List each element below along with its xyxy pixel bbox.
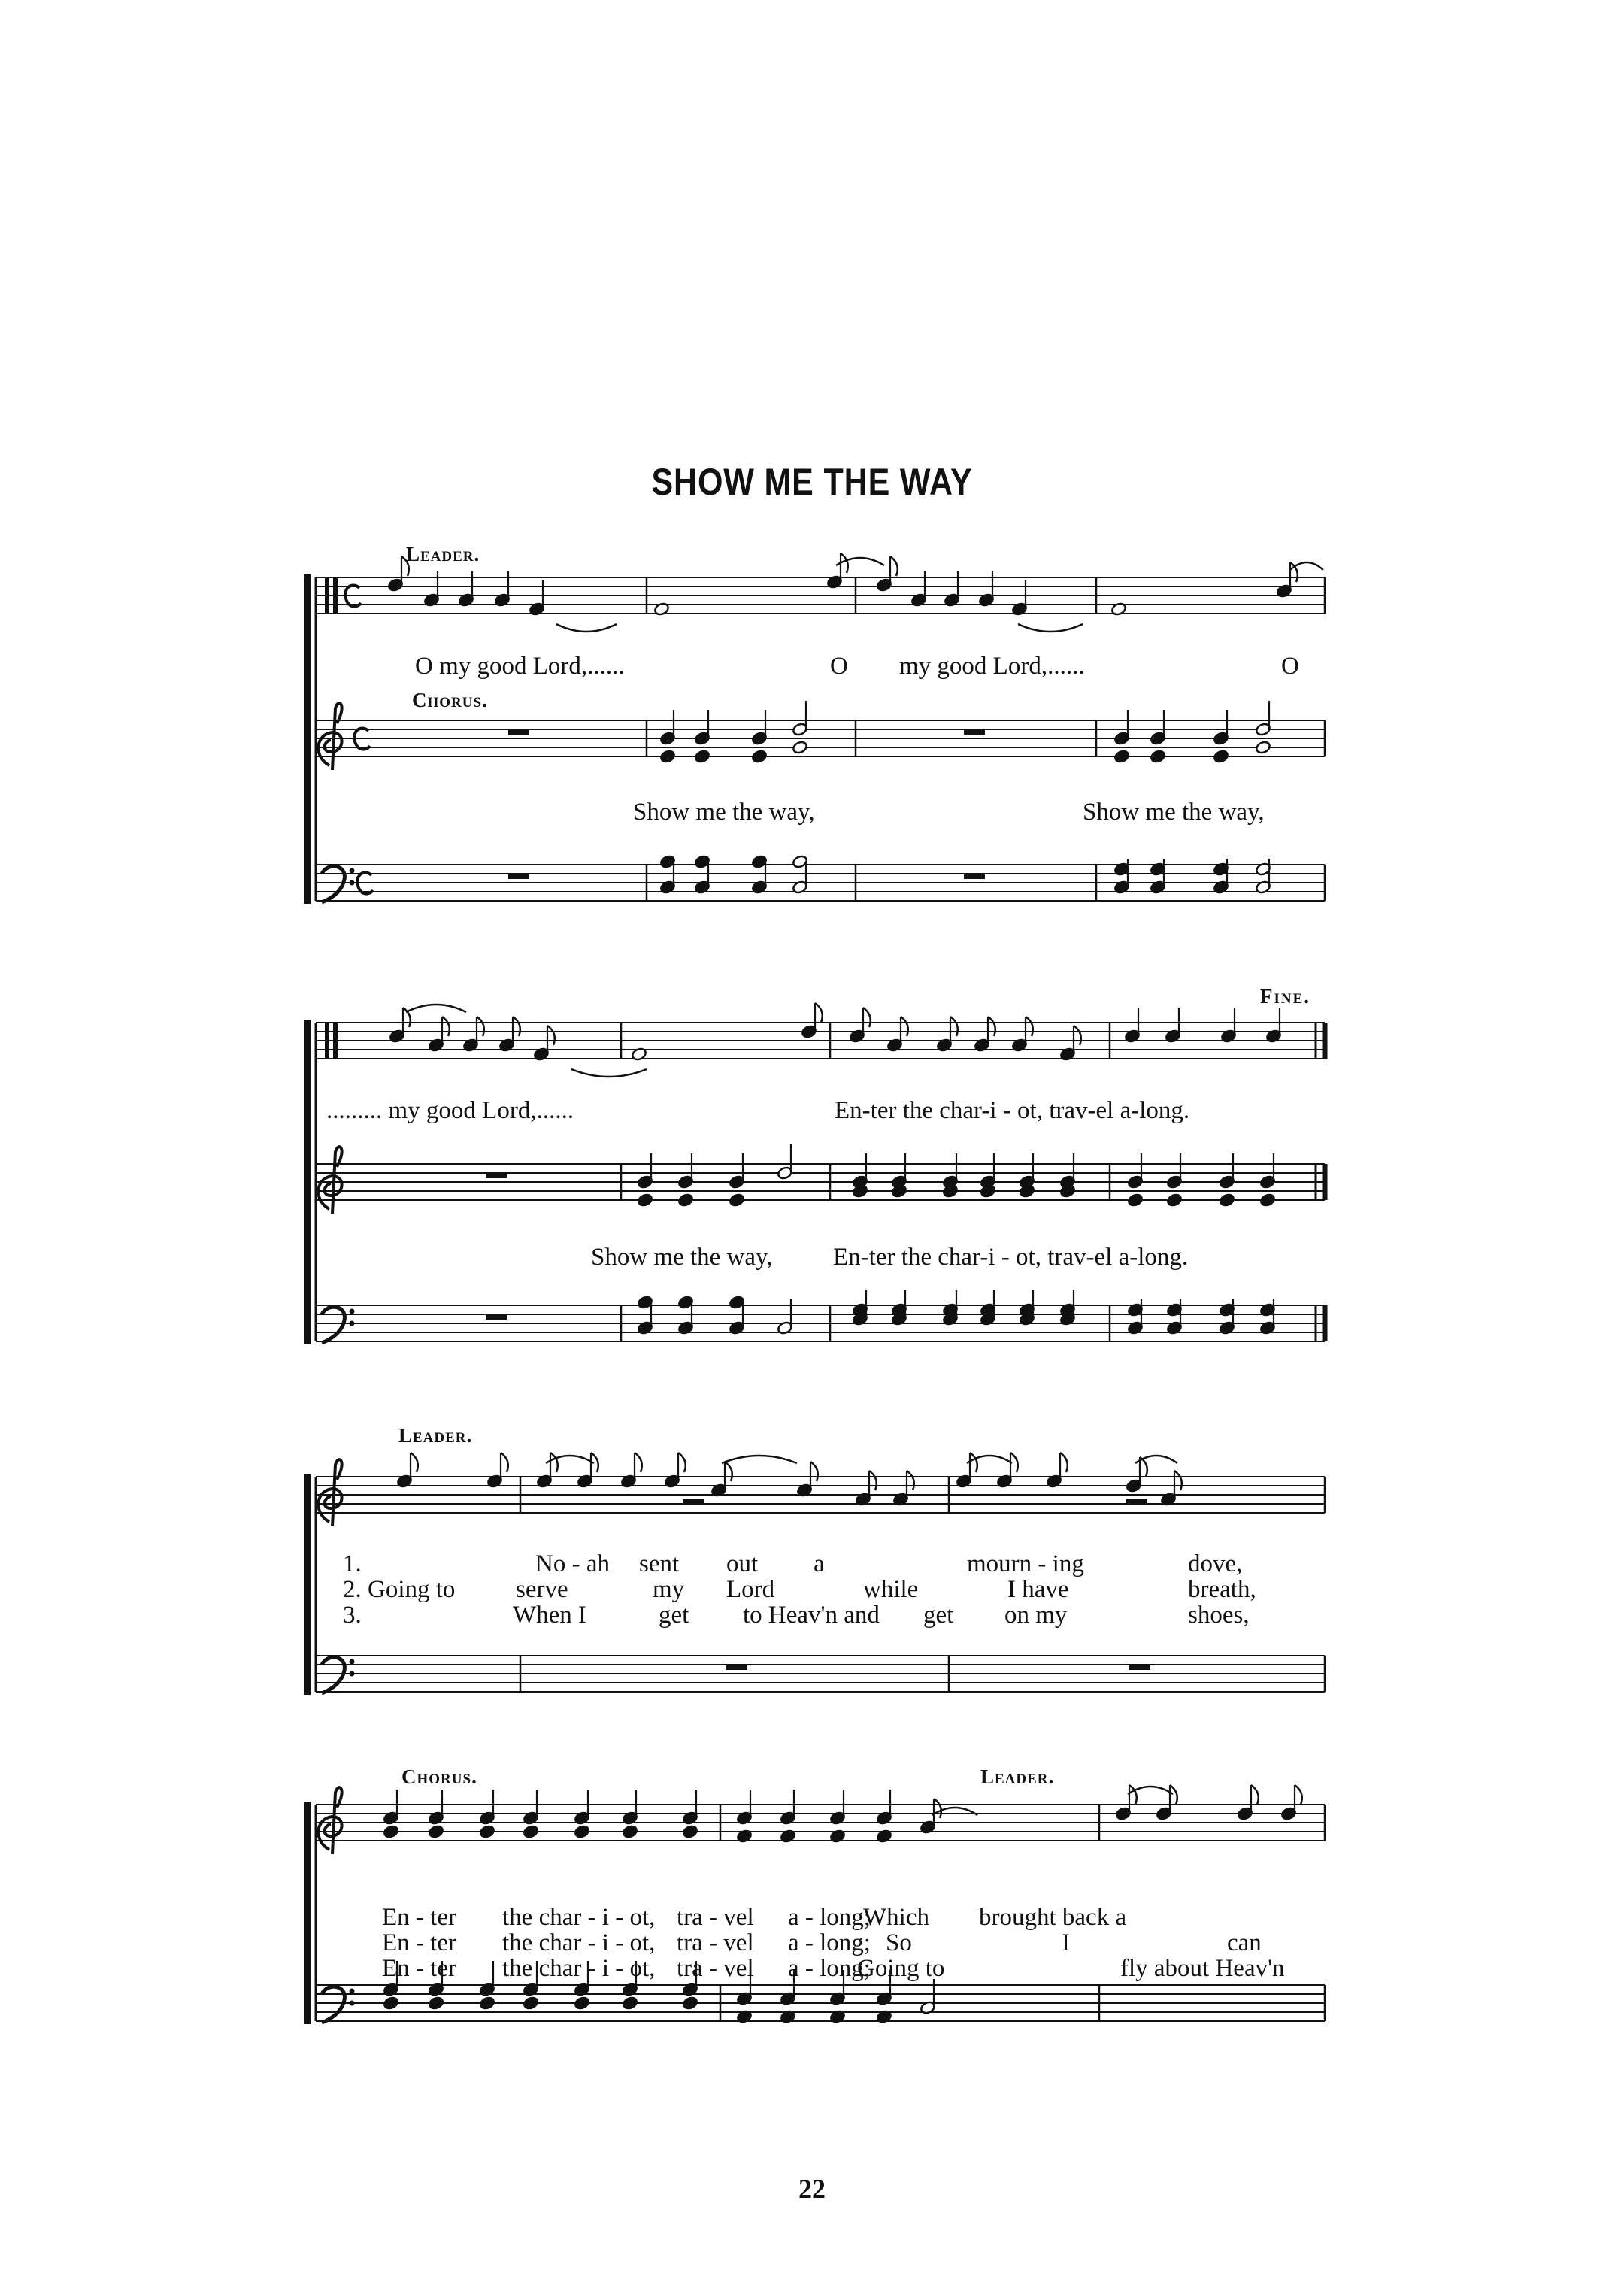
notehead [574, 1824, 590, 1838]
slur [1018, 624, 1083, 632]
chorus-lyric: a - long; [788, 1929, 871, 1956]
note-flag [901, 1017, 908, 1036]
notehead [383, 1824, 399, 1838]
lyric: Show me the way, [633, 799, 815, 826]
treble-clef [318, 1787, 341, 1854]
note-flag [907, 1471, 914, 1490]
notehead [622, 1824, 638, 1838]
chorus-lyric: a - long; [788, 1955, 871, 1982]
fine-marking: Fine. [1260, 985, 1311, 1008]
whole-rest [683, 1499, 704, 1505]
verse-lyric: Lord [726, 1576, 775, 1603]
chorus-lyric: I [1062, 1929, 1070, 1956]
verse-lyric: breath, [1188, 1576, 1256, 1603]
treble-clef [318, 1459, 341, 1526]
clef-bar [333, 1023, 338, 1059]
notehead [1166, 1193, 1183, 1207]
note-flag [950, 1017, 958, 1036]
chorus-lyric: the char - i - ot, [502, 1929, 656, 1956]
note-flag [477, 1017, 484, 1036]
chorus-lyric: brought back a [979, 1904, 1127, 1931]
leader-label: Leader. [406, 543, 480, 565]
note-flag [1170, 1785, 1177, 1805]
slur [406, 1005, 466, 1012]
system-bracket [304, 1802, 311, 2024]
verse-lyric: while [863, 1576, 919, 1603]
slur [836, 558, 884, 565]
whole-rest [964, 874, 985, 879]
slur [546, 1456, 594, 1463]
verse-lyric: a [814, 1550, 825, 1577]
notehead [428, 1996, 444, 2010]
slur [1128, 1787, 1173, 1794]
lyric: O [1281, 653, 1299, 680]
note-flag [442, 1017, 450, 1036]
chorus-lyric: En - ter [382, 1929, 456, 1956]
verse-lyric: 3. [343, 1602, 362, 1629]
note-flag [411, 1453, 418, 1472]
verse-lyric: serve [516, 1576, 568, 1603]
bass-clef-dot [350, 1659, 355, 1665]
lyric: my good Lord,...... [899, 653, 1085, 680]
bass-clef-dot [350, 2001, 355, 2006]
whole-rest [726, 1665, 747, 1670]
chorus-lyric: tra - vel [677, 1955, 754, 1982]
system-bracket [304, 1020, 311, 1344]
system-bracket [304, 1474, 311, 1695]
bass-clef [322, 1307, 344, 1343]
chorus-lyric: tra - vel [677, 1904, 754, 1931]
treble-clef [318, 1147, 341, 1214]
whole-rest [508, 729, 529, 735]
verse-lyric: I have [1007, 1576, 1069, 1603]
chorus-lyric: a - long; [788, 1904, 871, 1931]
note-flag [1129, 1785, 1137, 1805]
bass-clef-dot [350, 1309, 355, 1314]
whole-rest [486, 1173, 507, 1178]
leader-label: Leader. [398, 1424, 473, 1447]
note-flag [1251, 1785, 1259, 1805]
note-flag [1174, 1471, 1182, 1490]
notehead [1213, 749, 1229, 763]
bass-clef-dot [350, 1989, 355, 1994]
slur [1135, 1456, 1177, 1463]
verse-lyric: shoes, [1188, 1602, 1250, 1629]
bass-clef-dot [350, 1671, 355, 1677]
clef-bar [325, 577, 329, 614]
chorus-label: Chorus. [401, 1765, 477, 1788]
verse-lyric: get [659, 1602, 689, 1629]
verse-lyric: sent [639, 1550, 680, 1577]
verse-lyric: When I [513, 1602, 587, 1629]
notehead [751, 749, 768, 763]
note-flag [970, 1453, 977, 1472]
notehead [1150, 749, 1166, 763]
verse-lyric: get [923, 1602, 954, 1629]
note-flag [890, 556, 898, 576]
treble-clef [318, 703, 341, 770]
note-flag [513, 1017, 520, 1036]
chorus-label: Chorus. [412, 689, 488, 711]
clef-bar [325, 1023, 329, 1059]
note-flag [678, 1453, 686, 1472]
bass-clef-dot [350, 880, 355, 886]
chorus-lyric: En - ter [382, 1904, 456, 1931]
clef-bar [333, 577, 338, 614]
system-bracket [304, 574, 311, 904]
verse-lyric: 1. [343, 1550, 362, 1577]
notehead [677, 1193, 694, 1207]
note-flag [1074, 1026, 1081, 1045]
whole-rest [508, 874, 529, 879]
notehead [1113, 749, 1130, 763]
note-flag [1060, 1453, 1068, 1472]
notehead [792, 740, 808, 754]
whole-rest [1129, 1665, 1150, 1670]
lyric: En-ter the char-i - ot, trav-el a-long. [835, 1097, 1190, 1124]
notehead [729, 1193, 745, 1207]
whole-rest [486, 1314, 507, 1320]
lyric: ......... my good Lord,...... [326, 1097, 574, 1124]
note-flag [501, 1453, 508, 1472]
note-flag [635, 1453, 642, 1472]
bass-clef [322, 1657, 344, 1693]
note-flag [810, 1462, 818, 1481]
notehead [694, 749, 710, 763]
notehead [682, 1996, 698, 2010]
chorus-lyric: En - ter [382, 1955, 456, 1982]
leader-label: Leader. [980, 1765, 1055, 1788]
note-flag [815, 1003, 823, 1023]
notehead [1259, 1193, 1276, 1207]
chorus-lyric: So [886, 1929, 912, 1956]
notehead [479, 1996, 495, 2010]
lyric: En-ter the char-i - ot, trav-el a-long. [833, 1244, 1189, 1271]
slur [571, 1069, 647, 1077]
chorus-lyric: tra - vel [677, 1929, 754, 1956]
page-number: 22 [798, 2174, 826, 2204]
notehead [622, 1996, 638, 2010]
verse-lyric: No - ah [535, 1550, 610, 1577]
verse-lyric: dove, [1188, 1550, 1243, 1577]
note-flag [1295, 1785, 1302, 1805]
verse-lyric: on my [1004, 1602, 1068, 1629]
note-flag [869, 1471, 877, 1490]
chorus-lyric: the char - i - ot, [502, 1955, 656, 1982]
whole-rest [964, 729, 985, 735]
bass-clef-dot [350, 1321, 355, 1326]
chorus-lyric: Going to [857, 1955, 945, 1982]
chorus-lyric: the char - i - ot, [502, 1904, 656, 1931]
notehead [1127, 1193, 1144, 1207]
note-flag [725, 1462, 732, 1481]
verse-lyric: 2. Going to [343, 1576, 456, 1603]
lyric: O [830, 653, 848, 680]
notehead [1219, 1193, 1235, 1207]
note-flag [547, 1026, 555, 1045]
notehead [637, 1193, 653, 1207]
verse-lyric: mourn - ing [967, 1550, 1084, 1577]
lyric: Show me the way, [1083, 799, 1265, 826]
verse-lyric: to Heav'n and [743, 1602, 880, 1629]
whole-rest [1126, 1499, 1147, 1505]
note-flag [550, 1453, 558, 1472]
notehead [574, 1996, 590, 2010]
page-title: SHOW ME THE WAY [651, 461, 973, 503]
lyric: O my good Lord,...... [415, 653, 625, 680]
chorus-lyric: can [1227, 1929, 1262, 1956]
lyric: Show me the way, [591, 1244, 773, 1271]
verse-lyric: my [653, 1576, 685, 1603]
notehead [479, 1824, 495, 1838]
notehead [659, 749, 676, 763]
notehead [383, 1996, 399, 2010]
chorus-lyric: fly about Heav'n [1120, 1955, 1285, 1982]
slur [556, 624, 617, 632]
note-flag [988, 1017, 995, 1036]
bass-clef [322, 1987, 344, 2023]
slur [722, 1456, 797, 1463]
notehead [428, 1824, 444, 1838]
notehead [682, 1824, 698, 1838]
bass-clef-dot [350, 868, 355, 874]
note-flag [863, 1008, 871, 1027]
note-flag [1026, 1017, 1033, 1036]
notehead [1255, 740, 1271, 754]
bass-clef [322, 866, 344, 902]
chorus-lyric: Which [863, 1904, 929, 1931]
notehead [523, 1824, 539, 1838]
note-flag [934, 1799, 941, 1818]
verse-lyric: out [726, 1550, 759, 1577]
notehead [523, 1996, 539, 2010]
